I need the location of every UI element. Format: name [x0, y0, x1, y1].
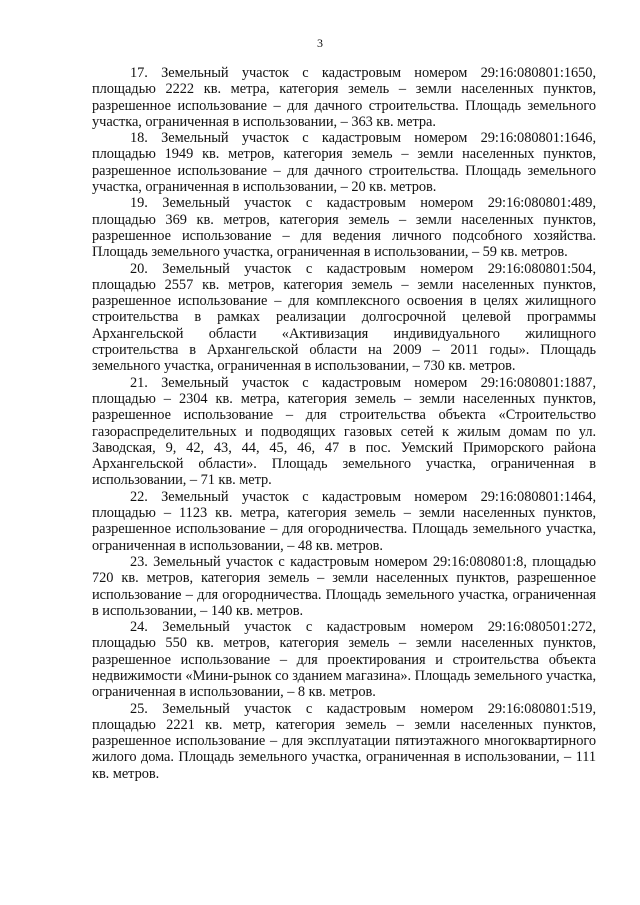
- document-body: [92, 65, 596, 782]
- paragraph-item-19: 19. Земельный участок с кадастровым номером 29:16:080801:489, площадью 369 кв. метров, категория земель – земли населенных пунктов, разрешенное использование – для ведения личного подсобного хозяйства. Площадь земельного участка, ограниченная в использовании, – 59 кв. метров.: [92, 195, 596, 261]
- paragraph-item-18: 18. Земельный участок с кадастровым номером 29:16:080801:1646, площадью 1949 кв. метров, категория земель – земли населенных пунктов, разрешенное использование – для дачного строительства. Площадь земельного участка, ограниченная в использовании, – 20 кв. метров.: [92, 130, 596, 196]
- paragraph-item-21: 21. Земельный участок с кадастровым номером 29:16:080801:1887, площадью – 2304 кв. метра, категория земель – земли населенных пунктов, разрешенное использование – для строительства объекта «Строительство газораспределительных и подводящих газовых сетей к жилым домам по ул. Заводская, 9, 42, 43, 44, 45, 46, 47 в пос. Уемский Приморского района Архангельской области». Площадь земельного участка, ограниченная в использовании, – 71 кв. метр.: [92, 374, 596, 489]
- page-number: 3: [317, 36, 323, 50]
- paragraph-item-23: 23. Земельный участок с кадастровым номером 29:16:080801:8, площадью 720 кв. метров, категория земель – земли населенных пунктов, разрешенное использование – для огородничества. Площадь земельного участка, ограниченная в использовании, – 140 кв. метров.: [92, 553, 596, 619]
- paragraph-item-24: 24. Земельный участок с кадастровым номером 29:16:080501:272, площадью 550 кв. метров, категория земель – земли населенных пунктов, разрешенное использование – для проектирования и строительства объекта недвижимости «Мини-рынок со зданием магазина». Площадь земельного участка, ограниченная в использовании, – 8 кв. метров.: [92, 619, 596, 701]
- paragraph-item-25: 25. Земельный участок с кадастровым номером 29:16:080801:519, площадью 2221 кв. метр, категория земель – земли населенных пунктов, разрешенное использование – для эксплуатации пятиэтажного многоквартирного жилого дома. Площадь земельного участка, ограниченная в использовании, – 111 кв. метров.: [92, 700, 596, 782]
- paragraph-item-20: 20. Земельный участок с кадастровым номером 29:16:080801:504, площадью 2557 кв. метров, категория земель – земли населенных пунктов, разрешенное использование – для комплексного освоения в целях жилищного строительства в рамках реализации долгосрочной целевой программы Архангельской области «Активизация индивидуального жилищного строительства в Архангельской области на 2009 – 2011 годы». Площадь земельного участка, ограниченная в использовании, – 730 кв. метров.: [92, 260, 596, 375]
- paragraph-item-22: 22. Земельный участок с кадастровым номером 29:16:080801:1464, площадью – 1123 кв. метра, категория земель – земли населенных пунктов, разрешенное использование – для огородничества. Площадь земельного участка, ограниченная в использовании, – 48 кв. метров.: [92, 488, 596, 554]
- paragraph-item-17: 17. Земельный участок с кадастровым номером 29:16:080801:1650, площадью 2222 кв. метра, категория земель – земли населенных пунктов, разрешенное использование – для дачного строительства. Площадь земельного участка, ограниченная в использовании, – 363 кв. метра.: [92, 65, 596, 130]
